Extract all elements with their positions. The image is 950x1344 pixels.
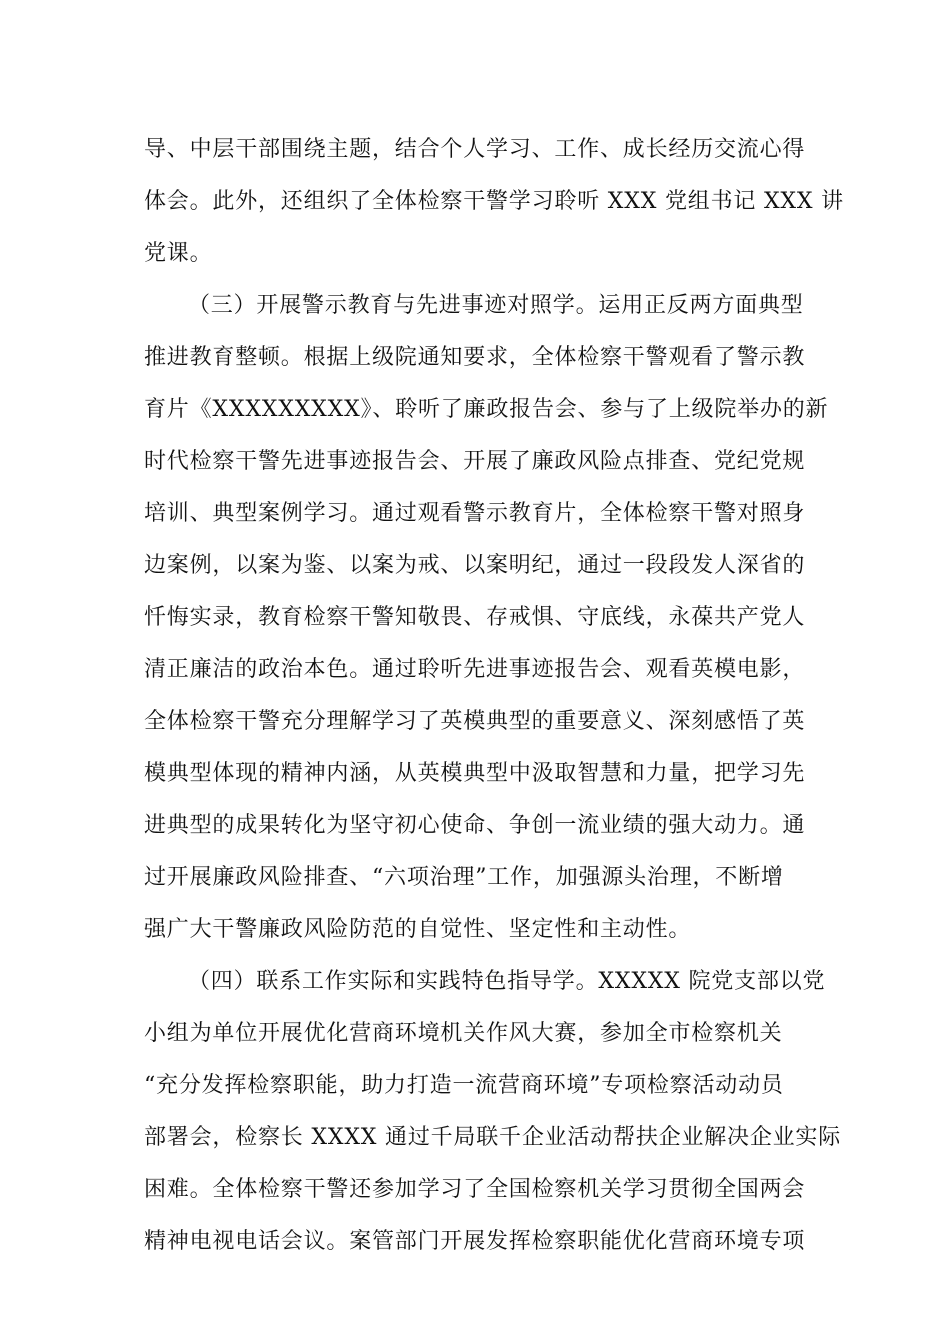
text-line: 困难。全体检察干警还参加学习了全国检察机关学习贯彻全国两会 <box>144 1177 806 1202</box>
text-line: 强广大干警廉政风险防范的自觉性、坚定性和主动性。 <box>144 917 692 942</box>
text-line: 边案例，以案为鉴、以案为戒、以案明纪，通过一段段发人深省的 <box>144 553 806 578</box>
text-line: 全体检察干警充分理解学习了英模典型的重要意义、深刻感悟了英 <box>144 709 806 734</box>
text-line: 育片《XXXXXXXXX》、聆听了廉政报告会、参与了上级院举办的新 <box>144 397 829 422</box>
text-line: 小组为单位开展优化营商环境机关作风大赛，参加全市检察机关 <box>144 1021 783 1046</box>
text-line: 推进教育整顿。根据上级院通知要求，全体检察干警观看了警示教 <box>144 345 806 370</box>
text-line: 清正廉洁的政治本色。通过聆听先进事迹报告会、观看英模电影， <box>144 657 806 682</box>
text-line: 过开展廉政风险排查、“六项治理”工作，加强源头治理，不断增 <box>144 865 784 890</box>
text-line: 党课。 <box>144 241 213 266</box>
text-line: 体会。此外，还组织了全体检察干警学习聆听 XXX 党组书记 XXX 讲 <box>144 189 844 214</box>
text-line: 忏悔实录，教育检察干警知敬畏、存戒惧、守底线，永葆共产党人 <box>144 605 806 630</box>
text-line: 模典型体现的精神内涵，从英模典型中汲取智慧和力量，把学习先 <box>144 761 806 786</box>
text-line: “充分发挥检察职能，助力打造一流营商环境”专项检察活动动员 <box>144 1073 784 1098</box>
text-line: 培训、典型案例学习。通过观看警示教育片，全体检察干警对照身 <box>144 501 806 526</box>
text-line: 进典型的成果转化为坚守初心使命、争创一流业绩的强大动力。通 <box>144 813 806 838</box>
section-heading-line: （三）开展警示教育与先进事迹对照学。运用正反两方面典型 <box>188 293 804 318</box>
section-heading-line: （四）联系工作实际和实践特色指导学。XXXXX 院党支部以党 <box>188 969 826 994</box>
text-line: 部署会，检察长 XXXX 通过千局联千企业活动帮扶企业解决企业实际 <box>144 1125 842 1150</box>
text-line: 导、中层干部围绕主题，结合个人学习、工作、成长经历交流心得 <box>144 137 806 162</box>
text-line: 时代检察干警先进事迹报告会、开展了廉政风险点排查、党纪党规 <box>144 449 806 474</box>
text-line: 精神电视电话会议。案管部门开展发挥检察职能优化营商环境专项 <box>144 1229 806 1254</box>
